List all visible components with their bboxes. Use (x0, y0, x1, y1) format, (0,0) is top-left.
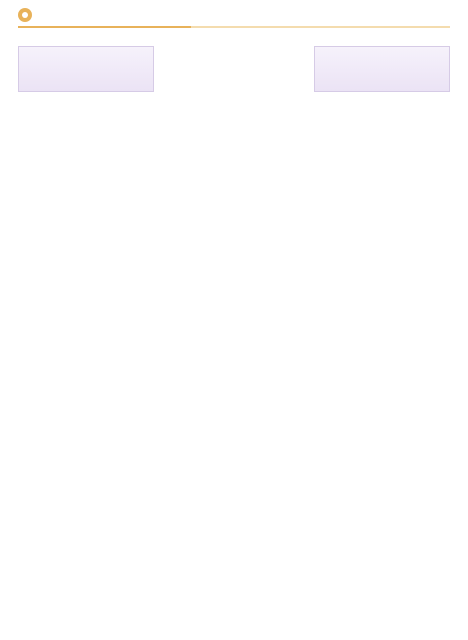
page-header (18, 6, 450, 28)
column-2 (166, 38, 302, 608)
yearbook-logo-icon (18, 8, 32, 22)
section-banner (314, 46, 450, 92)
column-1 (18, 38, 154, 608)
section-banner (18, 46, 154, 92)
column-3 (314, 38, 450, 608)
header-rule (18, 26, 450, 28)
